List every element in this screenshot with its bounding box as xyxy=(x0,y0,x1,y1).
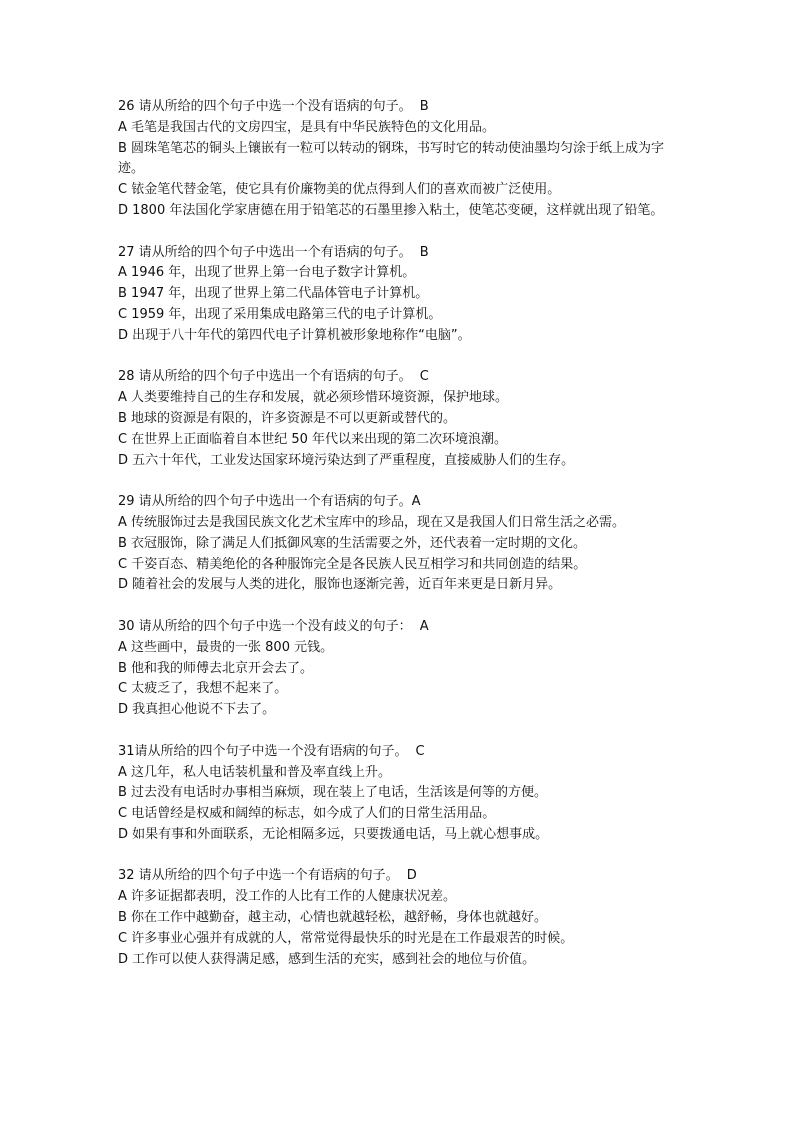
question-prompt-text: 30 请从所给的四个句子中选一个没有歧义的句子： xyxy=(118,618,412,634)
option-a: A 许多证据都表明，没工作的人比有工作的人健康状况差。 xyxy=(118,889,457,905)
option-c: C 太疲乏了，我想不起来了。 xyxy=(118,681,288,697)
option-c: C 铱金笔代替金笔，使它具有价廉物美的优点得到人们的喜欢而被广泛使用。 xyxy=(118,182,561,198)
question-list xyxy=(118,97,678,991)
option-d: D 我真担心他说不下去了。 xyxy=(118,702,276,718)
question-30 xyxy=(118,617,678,721)
option-b: B 他和我的师傅去北京开会去了。 xyxy=(118,660,314,676)
option-b: B 衣冠服饰，除了满足人们抵御风寒的生活需要之外，还代表着一定时期的文化。 xyxy=(118,535,587,551)
option-b: B 过去没有电话时办事相当麻烦，现在装上了电话，生活该是何等的方便。 xyxy=(118,785,548,801)
question-prompt-text: 26 请从所给的四个句子中选一个没有语病的句子。 xyxy=(118,99,412,114)
question-26 xyxy=(118,97,678,222)
question-answer: A xyxy=(419,618,429,634)
option-a: A 毛笔是我国古代的文房四宝，是具有中华民族特色的文化用品。 xyxy=(118,119,496,135)
option-b: B 你在工作中越勤奋，越主动，心情也就越轻松，越舒畅，身体也就越好。 xyxy=(118,910,548,926)
question-answer: C xyxy=(415,743,425,759)
question-28 xyxy=(118,367,678,471)
question-answer: B xyxy=(419,99,429,114)
question-27 xyxy=(118,243,678,347)
question-prompt xyxy=(118,866,678,887)
option-c: C 电话曾经是权威和阔绰的标志，如今成了人们的日常生活用品。 xyxy=(118,806,496,822)
option-a: A 这些画中，最贵的一张 800 元钱。 xyxy=(118,639,334,655)
option-c: C 1959 年，出现了采用集成电路第三代的电子计算机。 xyxy=(118,306,442,322)
option-d: D 如果有事和外面联系，无论相隔多远，只要拨通电话，马上就心想事成。 xyxy=(118,826,549,842)
question-prompt-text: 32 请从所给的四个句子中选一个有语病的句子。 xyxy=(118,868,399,884)
option-d: D 工作可以使人获得满足感，感到生活的充实，感到社会的地位与价值。 xyxy=(118,951,536,967)
option-b: B 地球的资源是有限的，许多资源是不可以更新或替代的。 xyxy=(118,410,457,426)
option-a: A 传统服饰过去是我国民族文化艺术宝库中的珍品，现在又是我国人们日常生活之必需。 xyxy=(118,514,626,530)
question-prompt-text: 29 请从所给的四个句子中选出一个有语病的句子。A xyxy=(118,494,421,510)
question-prompt-text: 31请从所给的四个句子中选一个没有语病的句子。 xyxy=(118,743,408,759)
option-c: C 许多事业心强并有成就的人，常常觉得最快乐的时光是在工作最艰苦的时候。 xyxy=(118,930,574,946)
question-prompt-text: 28 请从所给的四个句子中选出一个有语病的句子。 xyxy=(118,369,412,385)
question-31 xyxy=(118,742,678,846)
option-c: C 千姿百态、精美绝伦的各种服饰完全是各民族人民互相学习和共同创造的结果。 xyxy=(118,556,587,572)
question-prompt xyxy=(118,97,678,118)
question-answer: C xyxy=(419,369,429,385)
option-d: D 出现于八十年代的第四代电子计算机被形象地称作“电脑”。 xyxy=(118,327,471,343)
question-prompt xyxy=(118,367,678,388)
question-prompt xyxy=(118,243,678,264)
option-c: C 在世界上正面临着自本世纪 50 年代以来出现的第二次环境浪潮。 xyxy=(118,431,508,447)
option-a: A 人类要维持自己的生存和发展，就必须珍惜环境资源，保护地球。 xyxy=(118,390,509,406)
option-b: B 1947 年，出现了世界上第二代晶体管电子计算机。 xyxy=(118,286,429,302)
question-prompt xyxy=(118,492,678,513)
option-d: D 五六十年代，工业发达国家环境污染达到了严重程度，直接威胁人们的生存。 xyxy=(118,452,575,468)
option-d: D 1800 年法国化学家唐德在用于铅笔芯的石墨里掺入粘土，使笔芯变硬，这样就出现了铅笔。 xyxy=(118,202,664,218)
question-29 xyxy=(118,492,678,596)
question-prompt xyxy=(118,617,678,638)
question-answer: D xyxy=(406,868,417,884)
question-32 xyxy=(118,866,678,970)
question-prompt xyxy=(118,742,678,763)
option-a: A 这几年，私人电话装机量和普及率直线上升。 xyxy=(118,764,392,780)
option-d: D 随着社会的发展与人类的进化，服饰也逐渐完善，近百年来更是日新月异。 xyxy=(118,577,562,593)
question-answer: B xyxy=(419,244,429,260)
question-prompt-text: 27 请从所给的四个句子中选出一个有语病的句子。 xyxy=(118,244,412,260)
option-b: B 圆珠笔笔芯的铜头上镶嵌有一粒可以转动的钢珠，书写时它的转动使油墨均匀涂于纸上成为字迹。 xyxy=(118,140,665,177)
option-a: A 1946 年，出现了世界上第一台电子数字计算机。 xyxy=(118,265,416,281)
